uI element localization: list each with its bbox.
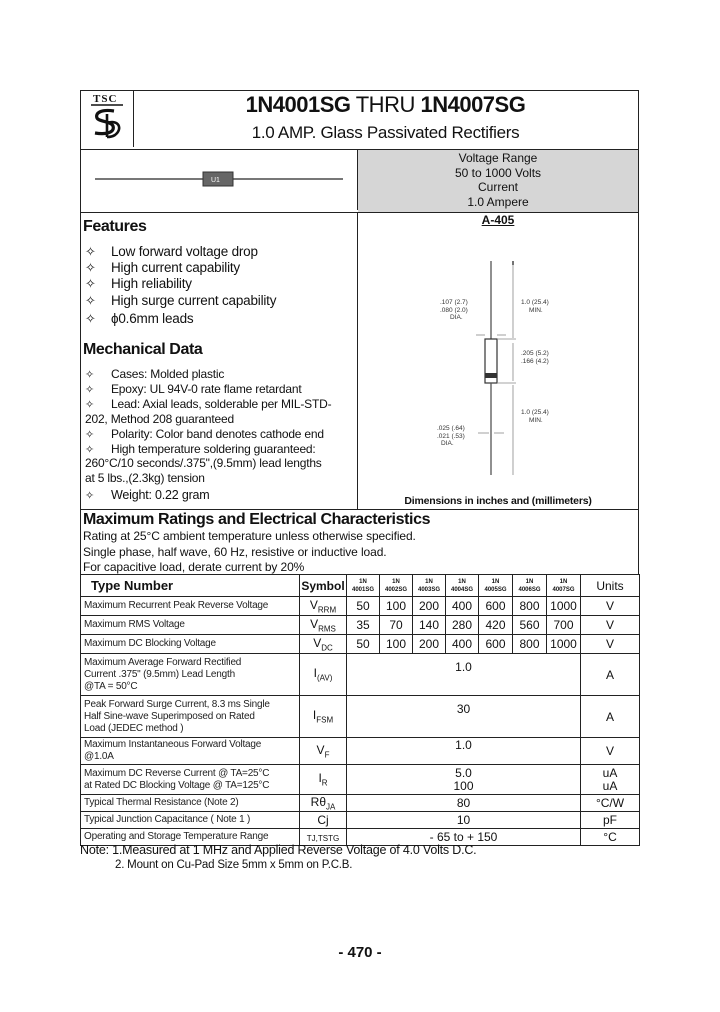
tsc-logo-icon bbox=[81, 91, 133, 147]
features-column bbox=[81, 213, 358, 509]
bullet-icon: ✧ bbox=[85, 444, 95, 456]
unit-text: V bbox=[605, 744, 614, 758]
mechanical-item bbox=[85, 412, 234, 427]
mechanical-item bbox=[85, 427, 324, 443]
part-header bbox=[380, 575, 413, 597]
feature-item bbox=[85, 311, 193, 327]
value-text: 35 bbox=[356, 618, 370, 632]
part-suffix: 4004SG bbox=[450, 586, 474, 593]
table-header-row bbox=[81, 575, 640, 597]
value-cell bbox=[479, 597, 513, 616]
table-row bbox=[81, 635, 640, 654]
ratings-note-2: Single phase, half wave, 60 Hz, resistive or inductive load. bbox=[83, 545, 387, 559]
symbol-cell bbox=[300, 654, 347, 696]
value-text: 80 bbox=[456, 796, 471, 811]
part-suffix: 4006SG bbox=[518, 586, 541, 593]
parameter-cell bbox=[81, 812, 300, 829]
bullet-icon: ✧ bbox=[85, 490, 95, 502]
symbol-subscript: (AV) bbox=[316, 673, 333, 683]
value-text: 70 bbox=[389, 618, 403, 632]
symbol-cell bbox=[300, 696, 347, 738]
parameter-cell bbox=[81, 738, 300, 765]
ratings-heading: Maximum Ratings and Electrical Characteristics bbox=[83, 511, 431, 528]
parameter-line: @1.0A bbox=[84, 751, 114, 762]
parameter-cell bbox=[81, 635, 300, 654]
parameter-line: @TA = 50°C bbox=[84, 680, 138, 692]
symbol-cell bbox=[300, 795, 347, 812]
header bbox=[80, 90, 639, 150]
mechanical-item bbox=[85, 471, 205, 486]
symbol-cell bbox=[300, 765, 347, 795]
parameter-line: Half Sine-wave Superimposed on Rated bbox=[84, 710, 255, 722]
value-text: 400 bbox=[451, 599, 473, 613]
package-name: A-405 bbox=[481, 213, 515, 227]
bullet-icon: ✧ bbox=[85, 276, 96, 291]
unit-text: V bbox=[605, 599, 614, 613]
logo-text: TSC bbox=[93, 93, 118, 105]
parameter-line: Operating and Storage Temperature Range bbox=[84, 831, 269, 843]
table-row bbox=[81, 616, 640, 635]
mechanical-text: 260°C/10 seconds/.375",(9.5mm) lead lengths bbox=[85, 456, 322, 470]
part-prefix: 1N bbox=[425, 578, 433, 585]
parameter-line: Typical Junction Capacitance ( Note 1 ) bbox=[84, 814, 251, 826]
parameter-cell bbox=[81, 616, 300, 635]
features-heading: Features bbox=[83, 218, 147, 235]
value-text: 50 bbox=[356, 637, 370, 651]
value-text: - 65 to + 150 bbox=[429, 830, 498, 845]
symbol-text: V bbox=[316, 742, 325, 757]
value-text: 140 bbox=[418, 618, 440, 632]
diode-image bbox=[81, 150, 358, 210]
value-cell bbox=[347, 738, 581, 765]
table-row bbox=[81, 812, 640, 829]
lead-diameter-dim: .107 (2.7) .080 (2.0) DIA. bbox=[440, 299, 468, 321]
value-cell bbox=[513, 597, 547, 616]
value-text: 280 bbox=[451, 618, 473, 632]
value-text: 800 bbox=[519, 637, 540, 651]
value-cell bbox=[347, 696, 581, 738]
value-cell bbox=[413, 635, 446, 654]
value-cell bbox=[347, 635, 380, 654]
part-suffix: 4005SG bbox=[484, 586, 507, 593]
parameter-line: Maximum DC Blocking Voltage bbox=[84, 638, 216, 649]
part-header bbox=[446, 575, 479, 597]
page-title bbox=[133, 92, 638, 118]
feature-text: Low forward voltage drop bbox=[111, 244, 258, 259]
title-part-2: 1N4007SG bbox=[420, 92, 526, 117]
unit-cell bbox=[581, 765, 640, 795]
mechanical-item bbox=[85, 456, 322, 471]
value-cell bbox=[347, 812, 581, 829]
summary-row bbox=[80, 150, 639, 213]
value-cell bbox=[347, 654, 581, 696]
symbol-text: Rθ bbox=[310, 795, 326, 809]
symbol-cell bbox=[300, 812, 347, 829]
part-header bbox=[513, 575, 547, 597]
package-outline-icon bbox=[358, 213, 639, 509]
table-row bbox=[81, 738, 640, 765]
value-line: 100 bbox=[453, 778, 474, 793]
diode-icon bbox=[81, 150, 357, 210]
value-cell bbox=[380, 616, 413, 635]
ratings-table bbox=[80, 574, 640, 846]
symbol-header bbox=[300, 575, 347, 597]
unit-text: °C/W bbox=[595, 796, 625, 811]
part-prefix: 1N bbox=[392, 578, 400, 585]
part-prefix: 1N bbox=[458, 578, 466, 585]
features-row bbox=[80, 213, 639, 510]
value-cell bbox=[380, 597, 413, 616]
value-text: 1.0 bbox=[455, 660, 472, 674]
symbol-subscript: JA bbox=[326, 802, 336, 812]
part-header bbox=[413, 575, 446, 597]
parameter-line: Maximum Average Forward Rectified bbox=[84, 656, 242, 668]
bullet-icon: ✧ bbox=[85, 369, 95, 381]
bullet-icon: ✧ bbox=[85, 244, 96, 259]
bullet-icon: ✧ bbox=[85, 399, 95, 411]
symbol-subscript: F bbox=[324, 750, 330, 760]
voltage-range-label: Voltage Range bbox=[458, 151, 538, 165]
current-value: 1.0 Ampere bbox=[467, 194, 529, 209]
symbol-cell bbox=[300, 616, 347, 635]
ratings-section bbox=[80, 510, 639, 574]
tsc-logo bbox=[81, 91, 134, 147]
symbol-text: I bbox=[312, 708, 317, 723]
body-length-dim: .205 (5.2) .166 (4.2) bbox=[521, 350, 549, 365]
title-part-1: 1N4001SG bbox=[245, 92, 351, 117]
symbol-text: I bbox=[318, 771, 322, 786]
mechanical-text: Cases: Molded plastic bbox=[111, 367, 225, 381]
unit-cell bbox=[581, 597, 640, 616]
bullet-icon: ✧ bbox=[85, 293, 96, 308]
table-row bbox=[81, 696, 640, 738]
mechanical-text: 202, Method 208 guaranteed bbox=[85, 412, 234, 426]
part-suffix: 4002SG bbox=[384, 586, 408, 593]
page-number: - 470 - bbox=[338, 944, 382, 961]
value-cell bbox=[380, 635, 413, 654]
value-cell bbox=[347, 616, 380, 635]
dimension-drawing bbox=[358, 213, 638, 509]
unit-line: uA bbox=[602, 765, 618, 780]
value-cell bbox=[446, 635, 479, 654]
value-text: 1.0 bbox=[455, 738, 472, 752]
mechanical-text: Polarity: Color band denotes cathode end bbox=[111, 427, 324, 441]
value-text: 800 bbox=[519, 599, 540, 613]
unit-cell bbox=[581, 812, 640, 829]
table-row bbox=[81, 654, 640, 696]
mechanical-item bbox=[85, 367, 224, 383]
wire-diameter-dim: .025 (.64) .021 (.53) DIA. bbox=[437, 425, 465, 447]
part-suffix: 4001SG bbox=[351, 586, 375, 593]
symbol-subscript: RRM bbox=[317, 605, 337, 615]
value-cell bbox=[446, 616, 479, 635]
value-text: 400 bbox=[451, 637, 473, 651]
unit-text: °C bbox=[603, 830, 617, 845]
symbol-text: V bbox=[309, 597, 318, 612]
symbol-subscript: RMS bbox=[318, 624, 336, 634]
feature-item bbox=[85, 293, 276, 309]
value-text: 30 bbox=[456, 702, 471, 716]
title-thru: THRU bbox=[350, 92, 421, 117]
parameter-cell bbox=[81, 696, 300, 738]
mechanical-text: High temperature soldering guaranteed: bbox=[111, 442, 316, 456]
mechanical-text: Epoxy: UL 94V-0 rate flame retardant bbox=[111, 382, 302, 396]
parameter-line: Maximum RMS Voltage bbox=[84, 619, 185, 630]
parameter-line: Typical Thermal Resistance (Note 2) bbox=[84, 797, 239, 809]
value-text: 100 bbox=[385, 599, 407, 613]
value-cell bbox=[413, 597, 446, 616]
mechanical-heading: Mechanical Data bbox=[83, 341, 203, 358]
unit-cell bbox=[581, 616, 640, 635]
feature-text: High current capability bbox=[111, 260, 240, 275]
symbol-subscript: FSM bbox=[316, 715, 334, 725]
value-cell bbox=[479, 635, 513, 654]
current-label: Current bbox=[477, 180, 518, 194]
units-label: Units bbox=[596, 578, 624, 593]
bullet-icon: ✧ bbox=[85, 384, 95, 396]
top-lead-length-dim: 1.0 (25.4) MIN. bbox=[521, 299, 549, 314]
part-suffix: 4007SG bbox=[552, 586, 575, 593]
table-row bbox=[81, 795, 640, 812]
value-cell bbox=[513, 616, 547, 635]
value-text: 1000 bbox=[550, 599, 577, 613]
bullet-icon: ✧ bbox=[85, 429, 95, 441]
symbol-text: Cj bbox=[317, 813, 329, 828]
parameter-cell bbox=[81, 765, 300, 795]
page-subtitle: 1.0 AMP. Glass Passivated Rectifiers bbox=[251, 123, 520, 142]
feature-item bbox=[85, 244, 258, 260]
symbol-label: Symbol bbox=[301, 578, 345, 593]
mechanical-text: Lead: Axial leads, solderable per MIL-STD- bbox=[111, 397, 332, 411]
value-text: 600 bbox=[485, 599, 506, 613]
value-cell bbox=[547, 597, 581, 616]
unit-line: uA bbox=[602, 778, 618, 793]
symbol-text: I bbox=[313, 666, 317, 681]
parameter-cell bbox=[81, 795, 300, 812]
footnotes bbox=[80, 843, 476, 871]
symbol-cell bbox=[300, 738, 347, 765]
unit-cell bbox=[581, 654, 640, 696]
parameter-cell bbox=[81, 654, 300, 696]
unit-cell bbox=[581, 829, 640, 846]
voltage-range-value: 50 to 1000 Volts bbox=[454, 165, 542, 180]
parameter-line: Peak Forward Surge Current, 8.3 ms Single bbox=[84, 698, 270, 710]
symbol-text: V bbox=[313, 635, 322, 650]
mechanical-text: at 5 lbs.,(2.3kg) tension bbox=[85, 471, 205, 485]
value-text: 1000 bbox=[550, 637, 577, 651]
parameter-line: Maximum Instantaneous Forward Voltage bbox=[84, 739, 262, 750]
parameter-line: Maximum Recurrent Peak Reverse Voltage bbox=[84, 600, 269, 611]
table-row bbox=[81, 597, 640, 616]
value-text: 600 bbox=[485, 637, 506, 651]
value-text: 700 bbox=[553, 618, 574, 632]
symbol-text: TJ,TSTG bbox=[306, 834, 340, 844]
value-cell bbox=[479, 616, 513, 635]
unit-text: A bbox=[605, 709, 614, 724]
mechanical-text: Weight: 0.22 gram bbox=[111, 488, 210, 502]
feature-text: ϕ0.6mm leads bbox=[111, 311, 194, 326]
value-cell bbox=[347, 795, 581, 812]
parameter-line: Load (JEDEC method ) bbox=[84, 722, 184, 734]
value-text: 200 bbox=[418, 599, 440, 613]
part-header bbox=[547, 575, 581, 597]
symbol-subscript: DC bbox=[321, 643, 333, 653]
part-suffix: 4003SG bbox=[417, 586, 441, 593]
value-line: 5.0 bbox=[455, 765, 472, 780]
footnote-2: 2. Mount on Cu-Pad Size 5mm x 5mm on P.C.B. bbox=[115, 859, 353, 871]
parameter-line: Maximum DC Reverse Current @ TA=25°C bbox=[84, 767, 270, 779]
unit-text: V bbox=[605, 637, 614, 651]
unit-cell bbox=[581, 738, 640, 765]
value-cell bbox=[513, 635, 547, 654]
unit-text: A bbox=[605, 667, 614, 682]
value-text: 50 bbox=[356, 599, 370, 613]
unit-text: pF bbox=[602, 813, 617, 828]
value-text: 10 bbox=[456, 813, 471, 828]
part-header bbox=[347, 575, 380, 597]
feature-text: High reliability bbox=[111, 276, 192, 291]
unit-text: V bbox=[605, 618, 614, 632]
ratings-note-1: Rating at 25°C ambient temperature unless otherwise specified. bbox=[83, 529, 416, 543]
value-cell bbox=[413, 616, 446, 635]
value-text: 420 bbox=[485, 618, 506, 632]
unit-cell bbox=[581, 795, 640, 812]
parameter-line: Current .375" (9.5mm) Lead Length bbox=[84, 668, 235, 680]
value-text: 100 bbox=[385, 637, 407, 651]
part-header bbox=[479, 575, 513, 597]
part-prefix: 1N bbox=[559, 578, 568, 585]
bullet-icon: ✧ bbox=[85, 260, 96, 275]
symbol-cell bbox=[300, 597, 347, 616]
feature-item bbox=[85, 260, 240, 276]
mechanical-item bbox=[85, 397, 331, 413]
footnote-1: Note: 1.Measured at 1 MHz and Applied Reverse Voltage of 4.0 Volts D.C. bbox=[80, 843, 477, 857]
part-prefix: 1N bbox=[491, 578, 500, 585]
value-cell bbox=[347, 597, 380, 616]
units-header bbox=[581, 575, 640, 597]
table-row bbox=[81, 765, 640, 795]
voltage-range-box bbox=[358, 150, 638, 212]
dimensions-caption: Dimensions in inches and (millimeters) bbox=[404, 495, 592, 507]
value-text: 560 bbox=[519, 618, 540, 632]
parameter-cell bbox=[81, 597, 300, 616]
ratings-note-3: For capacitive load, derate current by 20% bbox=[83, 560, 305, 574]
part-prefix: 1N bbox=[525, 578, 534, 585]
datasheet bbox=[80, 90, 639, 846]
feature-text: High surge current capability bbox=[111, 293, 277, 308]
bottom-lead-length-dim: 1.0 (25.4) MIN. bbox=[521, 409, 549, 424]
mechanical-item bbox=[85, 488, 210, 504]
unit-cell bbox=[581, 696, 640, 738]
value-cell bbox=[446, 597, 479, 616]
type-number-label: Type Number bbox=[91, 578, 174, 593]
unit-cell bbox=[581, 635, 640, 654]
parameter-line: at Rated DC Blocking Voltage @ TA=125°C bbox=[84, 779, 270, 791]
feature-item bbox=[85, 276, 192, 292]
type-number-header bbox=[81, 575, 300, 597]
value-cell bbox=[547, 635, 581, 654]
value-text: 200 bbox=[418, 637, 440, 651]
value-cell bbox=[347, 765, 581, 795]
bullet-icon: ✧ bbox=[85, 311, 96, 326]
value-cell bbox=[547, 616, 581, 635]
symbol-cell bbox=[300, 635, 347, 654]
part-prefix: 1N bbox=[359, 578, 367, 585]
symbol-text: V bbox=[310, 616, 319, 631]
diode-label: U1 bbox=[211, 177, 220, 184]
symbol-subscript: R bbox=[321, 778, 328, 788]
mechanical-item bbox=[85, 382, 301, 398]
